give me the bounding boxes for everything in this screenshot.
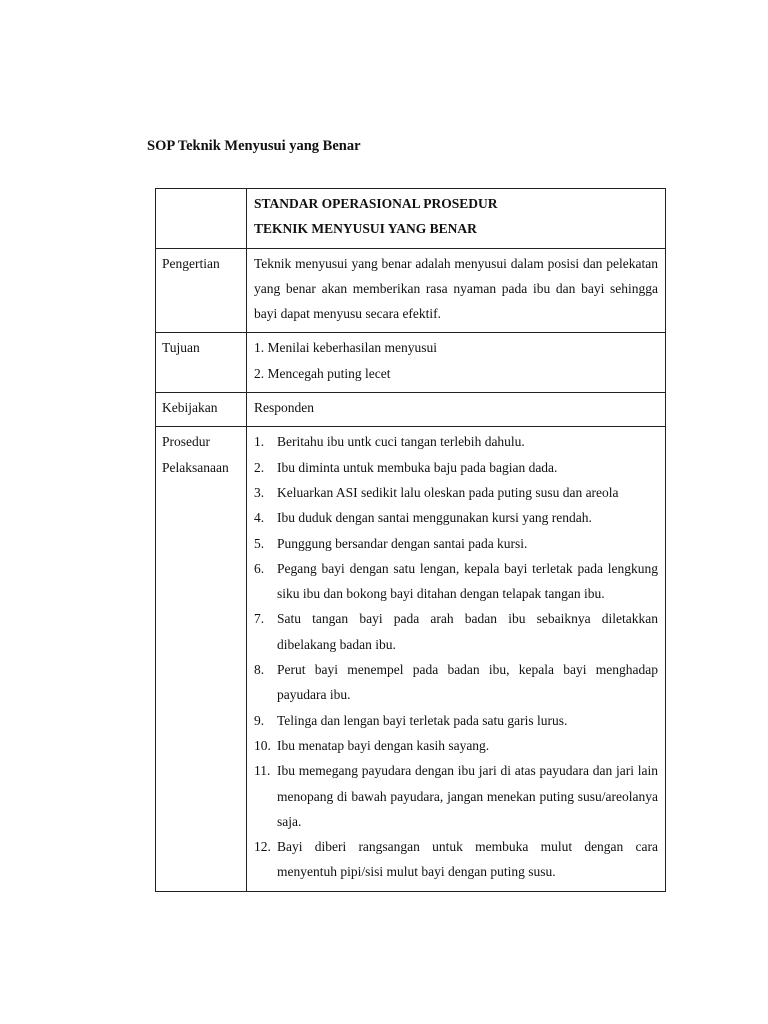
tujuan-row <box>156 333 666 393</box>
tujuan-label: Tujuan <box>156 333 247 393</box>
step-number: 7. <box>254 611 265 627</box>
step-number: 11. <box>254 763 271 779</box>
step-number: 9. <box>254 712 265 728</box>
step-text: Telinga dan lengan bayi terletak pada satu garis lurus. <box>277 712 568 728</box>
step-number: 6. <box>254 560 265 576</box>
tujuan-item: 1. Menilai keberhasilan menyusui <box>254 340 437 356</box>
step-text: Bayi diberi rangsangan untuk membuka mulut dengan cara menyentuh pipi/sisi mulut bayi dengan puting susu. <box>277 839 658 880</box>
header-title-line1: STANDAR OPERASIONAL PROSEDUR <box>254 196 498 211</box>
list-item <box>254 556 658 607</box>
prosedur-label-line1: Prosedur <box>162 434 210 450</box>
list-item <box>254 708 658 733</box>
step-text: Perut bayi menempel pada badan ibu, kepala bayi menghadap payudara ibu. <box>277 662 658 703</box>
tujuan-cell <box>247 333 666 393</box>
pengertian-text: Teknik menyusui yang benar adalah menyusui dalam posisi dan pelekatan yang benar akan memberikan rasa nyaman pada ibu dan bayi sehingga bayi dapat menyusu secara efektif. <box>247 248 666 333</box>
prosedur-cell <box>247 427 666 891</box>
step-text: Pegang bayi dengan satu lengan, kepala bayi terletak pada lengkung siku ibu dan bokong bayi ditahan dengan telapak tangan ibu. <box>277 560 658 602</box>
list-item <box>254 531 658 556</box>
kebijakan-row <box>156 393 666 427</box>
step-text: Ibu diminta untuk membuka baju pada bagian dada. <box>277 459 558 475</box>
prosedur-label <box>156 427 247 891</box>
step-number: 2. <box>254 459 265 475</box>
step-text: Keluarkan ASI sedikit lalu oleskan pada puting susu dan areola <box>277 484 619 500</box>
step-text: Ibu menatap bayi dengan kasih sayang. <box>277 737 490 753</box>
step-text: Ibu memegang payudara dengan ibu jari di atas payudara dan jari lain menopang di bawah payudara, jangan menekan puting susu/areolanya saja. <box>277 763 658 829</box>
tujuan-item: 2. Mencegah puting lecet <box>254 365 391 381</box>
header-title-line2: TEKNIK MENYUSUI YANG BENAR <box>254 221 477 237</box>
step-text: Punggung bersandar dengan santai pada kursi. <box>277 535 528 551</box>
step-number: 3. <box>254 484 265 500</box>
step-number: 12. <box>254 839 271 855</box>
list-item <box>254 733 658 758</box>
step-text: Beritahu ibu untk cuci tangan terlebih dahulu. <box>277 434 525 450</box>
header-cell <box>247 189 666 249</box>
kebijakan-label: Kebijakan <box>156 393 247 427</box>
step-number: 8. <box>254 662 265 678</box>
step-number: 5. <box>254 535 265 551</box>
step-number: 4. <box>254 510 265 526</box>
prosedur-label-line2: Pelaksanaan <box>162 459 229 475</box>
step-text: Ibu duduk dengan santai menggunakan kursi yang rendah. <box>277 510 592 526</box>
list-item <box>254 606 658 657</box>
step-number: 10. <box>254 737 271 753</box>
list-item <box>254 455 658 480</box>
list-item <box>254 480 658 505</box>
step-number: 1. <box>254 434 265 450</box>
header-empty-cell <box>156 189 247 249</box>
list-item <box>254 429 658 454</box>
list-item <box>254 657 658 708</box>
step-text: Satu tangan bayi pada arah badan ibu sebaiknya diletakkan dibelakang badan ibu. <box>277 611 658 652</box>
list-item <box>254 505 658 530</box>
header-row <box>156 189 666 249</box>
pengertian-label: Pengertian <box>156 248 247 333</box>
prosedur-row <box>156 427 666 891</box>
page-title: SOP Teknik Menyusui yang Benar <box>147 138 361 154</box>
sop-table <box>155 188 666 892</box>
pengertian-row <box>156 248 666 333</box>
kebijakan-text: Responden <box>247 393 666 427</box>
list-item <box>254 758 658 834</box>
prosedur-steps-list <box>254 429 658 884</box>
list-item <box>254 834 658 885</box>
